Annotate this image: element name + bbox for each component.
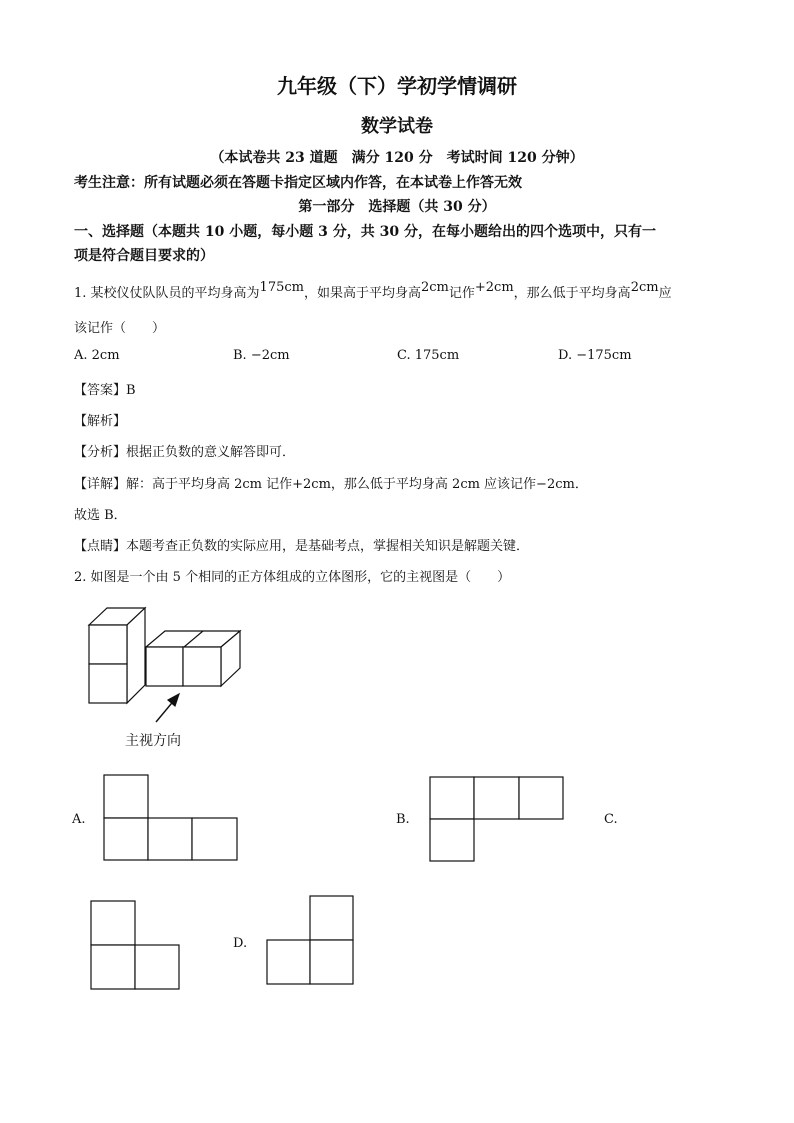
q1-fenxi: 【分析】根据正负数的意义解答即可． (74, 445, 296, 460)
q1-stem-line2: 该记作（ ） (74, 321, 166, 336)
q1-value-plus: +2cm (474, 280, 514, 295)
exam-info: （本试卷共 23 道题 满分 120 分 考试时间 120 分钟） (210, 150, 584, 166)
q1-option-b: B. −2cm (233, 348, 290, 363)
q1-xiangjie: 【详解】解：高于平均身高 2cm 记作+2cm，那么低于平均身高 2cm 应该记作−2cm． (74, 477, 588, 492)
q2-view-direction-label: 主视方向 (125, 733, 181, 749)
q1-stem-text-5: 应 (658, 286, 672, 301)
q2-option-a-label: A. (72, 812, 86, 827)
q1-stem-text-2: ，如果高于平均身高 (303, 286, 421, 301)
q1-analysis-tag: 【解析】 (74, 414, 127, 429)
section-heading-line1: 一、选择题（本题共 10 小题，每小题 3 分，共 30 分，在每小题给出的四个选项中，只有一 (74, 224, 656, 240)
q1-option-d: D. −175cm (558, 348, 632, 363)
q2-option-b-label: B. (396, 812, 410, 827)
q1-dianjing: 【点睛】本题考查正负数的实际应用，是基础考点，掌握相关知识是解题关键． (74, 539, 530, 554)
part-heading: 第一部分 选择题（共 30 分） (298, 199, 496, 215)
q1-option-a: A. 2cm (74, 348, 120, 363)
q1-value-above: 2cm (420, 280, 449, 295)
q2-option-c-label: C. (604, 812, 618, 827)
q2-option-d-label: D. (233, 936, 248, 951)
exam-subtitle: 数学试卷 (361, 116, 433, 137)
exam-notice: 考生注意：所有试题必须在答题卡指定区域内作答，在本试卷上作答无效 (74, 175, 522, 191)
q1-stem-text-3: 记作 (448, 286, 475, 301)
q1-stem-text-4: ，那么低于平均身高 (513, 286, 631, 301)
section-heading-line2: 项是符合题目要求的） (74, 248, 214, 264)
q2-stem: 2. 如图是一个由 5 个相同的正方体组成的立体图形，它的主视图是（ ） (74, 570, 511, 585)
q1-stem-text-1: 1. 某校仪仗队队员的平均身高为 (74, 286, 260, 301)
q1-value-avg-height: 175cm (259, 280, 304, 295)
q1-conclusion: 故选 B． (74, 508, 127, 523)
q1-option-c: C. 175cm (397, 348, 460, 363)
q1-answer: 【答案】B (74, 383, 136, 398)
exam-title: 九年级（下）学初学情调研 (277, 74, 517, 98)
q1-value-below: 2cm (630, 280, 659, 295)
